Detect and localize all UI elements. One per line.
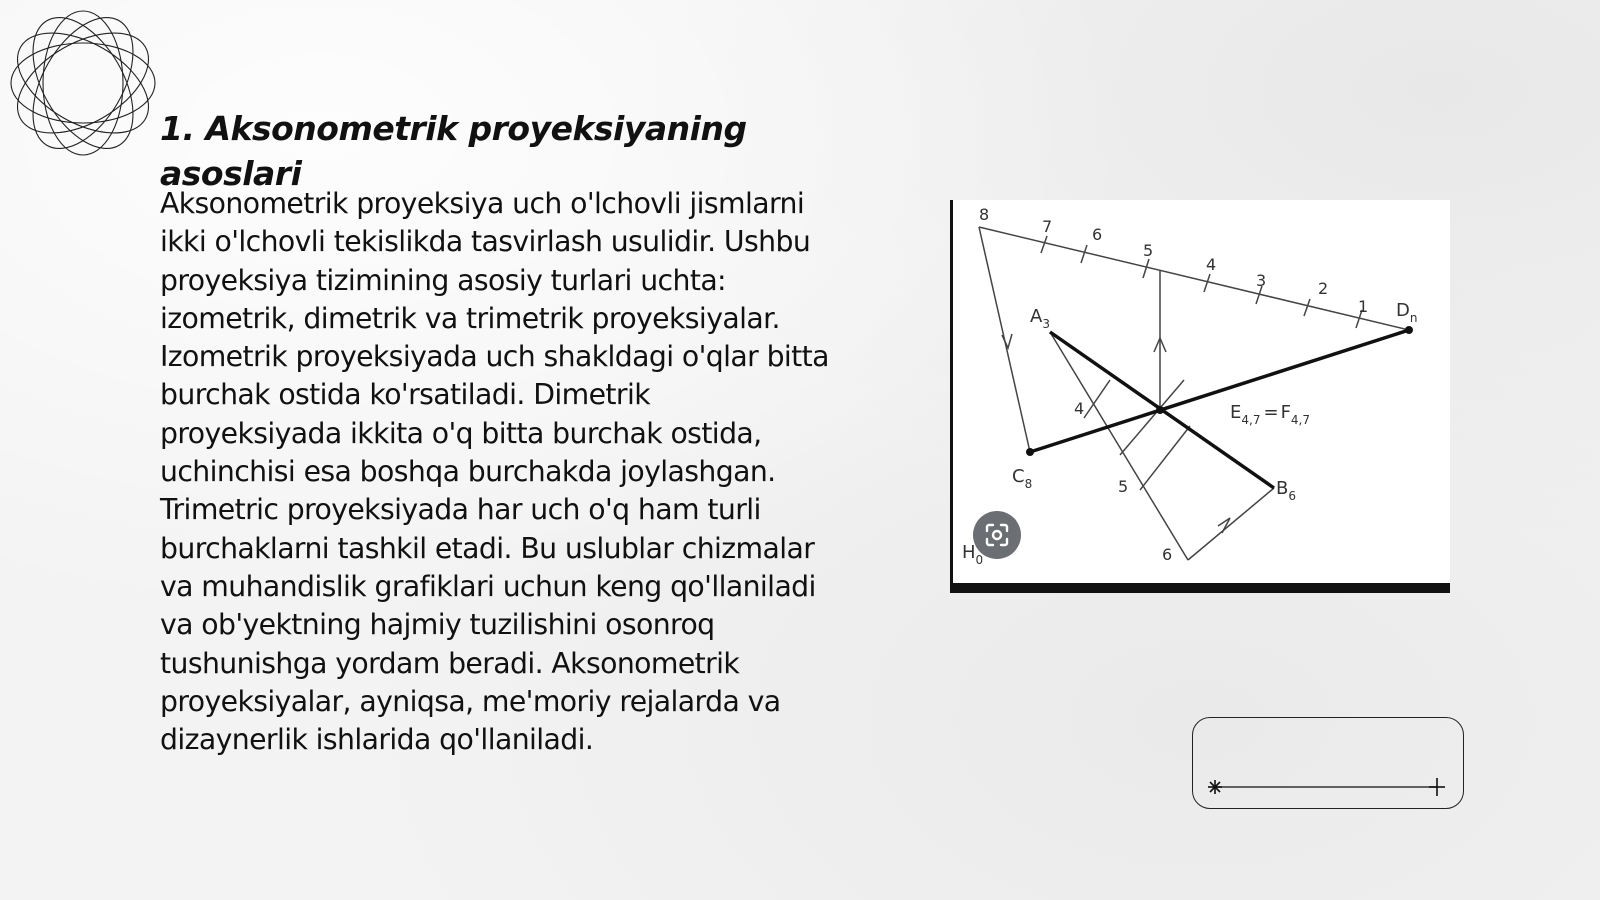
mark-4: 4: [1206, 255, 1217, 274]
mark-5: 5: [1143, 241, 1154, 260]
circle-rings-icon: [8, 8, 158, 158]
axonometric-diagram: [950, 200, 1450, 593]
decorative-line-box: [1192, 717, 1464, 809]
mark-inner-5: 5: [1118, 477, 1129, 496]
mark-3: 3: [1256, 271, 1267, 290]
sparkle-icon: [1208, 780, 1222, 794]
label-point-b: $B_6$: [1276, 478, 1296, 503]
image-search-button[interactable]: [973, 511, 1021, 559]
label-point-a: $A_3$: [1030, 306, 1050, 331]
label-point-h: $H_0$: [962, 542, 984, 567]
plus-icon: [1429, 778, 1445, 796]
label-point-c: $C_8$: [1012, 466, 1033, 491]
label-point-d: $D_n$: [1396, 300, 1418, 325]
mark-inner-4: 4: [1074, 399, 1085, 418]
equation-label: $E_{4,7} = F_{4,7}$: [1230, 402, 1311, 427]
mark-7: 7: [1042, 217, 1053, 236]
mark-2: 2: [1318, 279, 1329, 298]
mark-8: 8: [979, 205, 990, 224]
mark-1: 1: [1358, 297, 1369, 316]
slide-title: 1. Aksonometrik proyeksiyaning asoslari: [160, 109, 747, 193]
camera-search-icon: [984, 522, 1010, 548]
slide-body-text: Aksonometrik proyeksiya uch o'lchovli jismlarni ikki o'lchovli tekislikda tasvirlash usulidir. Ushbu proyeksiya tizimining asosiy turlari uchta: izometrik, dimetrik va trimetrik proyeksiyalar. Izometrik proyeksiyada uch shakldagi o'qlar bitta burchak ostida ko'rsatiladi. Dimetrik proyeksiyada ikkita o'q bitta burchak ostida, uchinchisi esa boshqa burchakda joylashgan. Trimetric proyeksiyada har uch o'q ham turli burchaklarni tashkil etadi. Bu uslublar chizmalar va muhandislik grafiklari uchun keng qo'llaniladi va ob'yektning hajmiy tuzilishini osonroq tushunishga yordam beradi. Aksonometrik proyeksiyalar, ayniqsa, me'moriy rejalarda va dizaynerlik ishlarida qo'llaniladi.: [160, 187, 829, 757]
mark-inner-6: 6: [1162, 545, 1173, 564]
mark-6: 6: [1092, 225, 1103, 244]
